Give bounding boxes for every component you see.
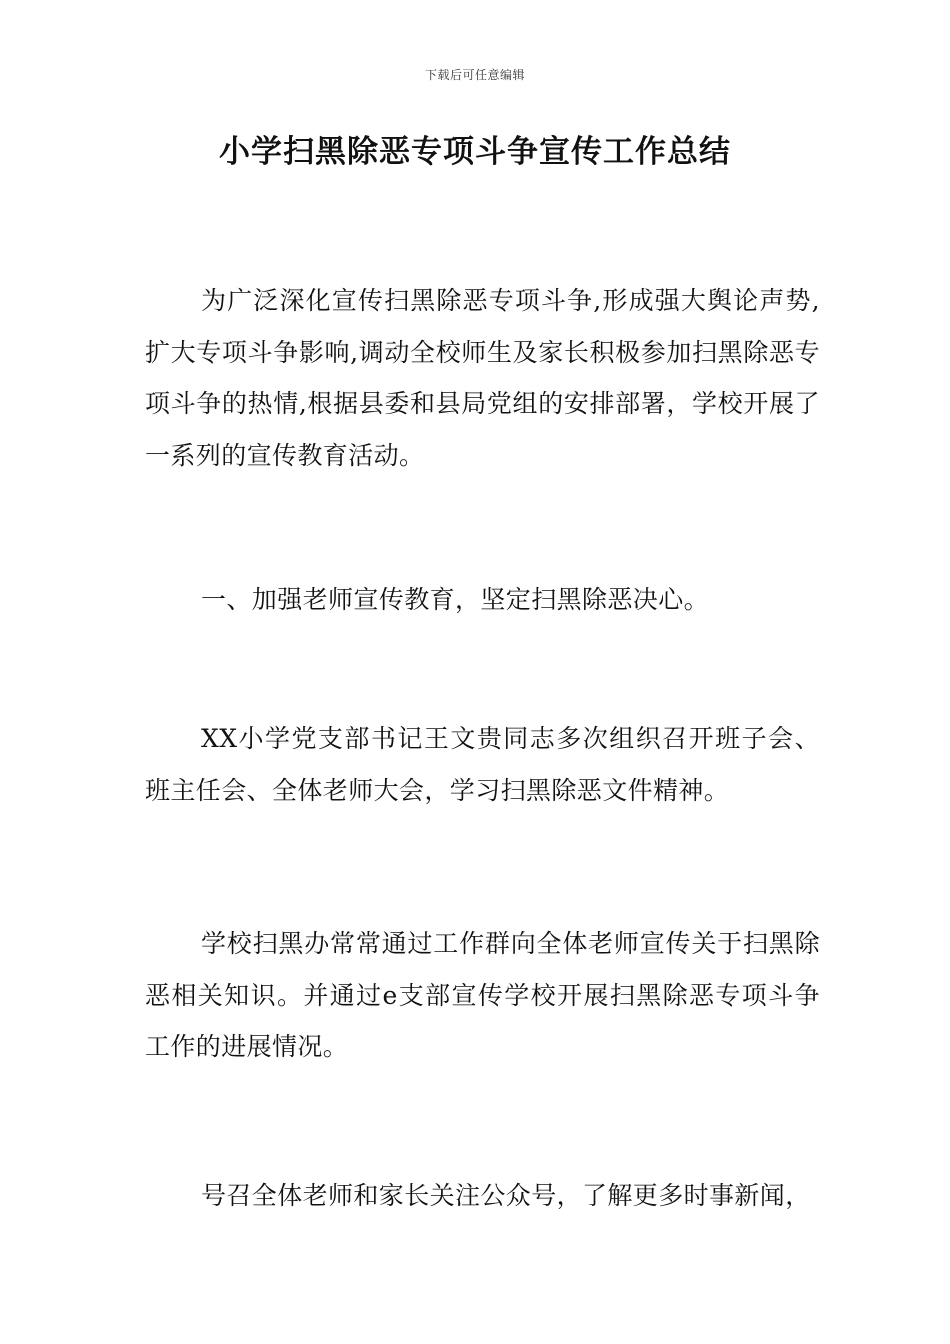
paragraph-work-group: 学校扫黑办常常通过工作群向全体老师宣传关于扫黑除恶相关知识。并通过e支部宣传学校开展扫黑除恶专项斗争工作的进展情况。 xyxy=(145,929,820,1061)
document-title: 小学扫黑除恶专项斗争宣传工作总结 xyxy=(219,134,731,170)
paragraph-meetings: XX小学党支部书记王文贵同志多次组织召开班子会、班主任会、全体老师大会，学习扫黑除恶文件精神。 xyxy=(145,724,820,805)
section-heading-1: 一、加强老师宣传教育，坚定扫黑除恶决心。 xyxy=(201,585,710,614)
header-note: 下载后可任意编辑 xyxy=(424,68,525,82)
paragraph-public-account: 号召全体老师和家长关注公众号，了解更多时事新闻， xyxy=(201,1181,811,1210)
paragraph-intro: 为广泛深化宣传扫黑除恶专项斗争,形成强大舆论声势,扩大专项斗争影响,调动全校师生及家长积极参加扫黑除恶专项斗争的热情,根据县委和县局党组的安排部署，学校开展了一系列的宣传教育活动。 xyxy=(145,286,820,470)
